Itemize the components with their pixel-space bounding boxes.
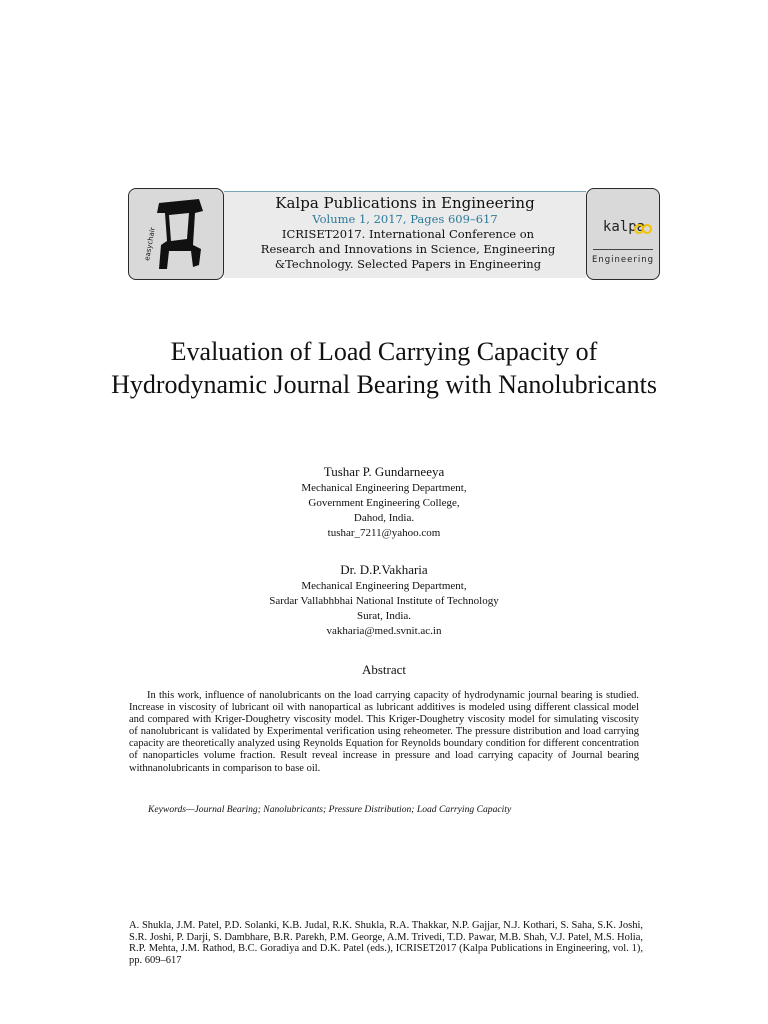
logo-divider [593,249,653,250]
abstract-heading: Abstract [361,662,407,677]
author-block [100,561,668,639]
citation-footer: A. Shukla, J.M. Patel, P.D. Solanki, K.B. Judal, R.K. Shukla, R.A. Thakkar, N.P. Gajjar, N.J. Kothari, S. Saha, S.K. Joshi, S.R. Joshi, P. Darji, S. Dambhare, B.R. Parekh, P.M. George, A.M. Trivedi, T.D. Pawar, M.B. Shah, V.J. Patel, M.S. Holia, R.P. Mehta, J.M. Rathod, B.C. Goradiya and D.K. Patel (eds.), ICRISET2017 (Kalpa Publications in Engineering, vol. 1), pp. 609–617 [129,920,644,967]
author-location: Dahod, India. [353,512,415,524]
kalpa-logo [586,188,660,280]
author-block [100,463,668,541]
author-department: Mechanical Engineering Department, [301,580,467,592]
author-name: Tushar P. Gundarneeya [323,464,445,479]
abstract-text: In this work, influence of nanolubricants on the load carrying capacity of hydrodynamic journal bearing is studied. Increase in viscosity of lubricant oil with nanopartical as lubricant additives is modeled using different classical model and compared with Kriger-Doughetry viscosity model. This Kriger-Doughetry viscosity model for simulating viscosity of nanolubricant is validated by Experimental verification using reheometer. The pressure distribution and load carrying capacity are theoretically analyzed using Reynolds Equation for Reynolds boundary condition for different concentration of nanoparticles volume fraction. Result reveal increase in pressure and load carrying capacity of Journal bearing withnanolubricants in comparison to base oil. [129,690,639,774]
publication-title: Kalpa Publications in Engineering [275,194,535,212]
svg-text:easychair: easychair [143,226,157,262]
author-institution: Government Engineering College, [308,497,460,509]
paper-title: Evaluation of Load Carrying Capacity of Hydrodynamic Journal Bearing with Nanolubricants [111,337,657,399]
author-name: Dr. D.P.Vakharia [340,562,428,577]
publication-volume: Volume 1, 2017, Pages 609–617 [312,212,498,226]
kalpa-subtitle: Engineering [592,255,654,265]
author-department: Mechanical Engineering Department, [301,482,467,494]
author-location: Surat, India. [356,610,412,622]
author-institution: Sardar Vallabhbhai National Institute of Technology [269,595,499,607]
kalpa-wordmark: kalpa [602,219,646,235]
keywords: Keywords—Journal Bearing; Nanolubricants; Pressure Distribution; Load Carrying Capacity [148,804,512,815]
conference-name: ICRISET2017. International Conference on Research and Innovations in Science, Engineering &Technology. Selected Papers in Engineering [260,227,556,271]
chair-logo-icon [129,189,223,279]
easychair-logo [128,188,224,280]
publication-header [128,188,660,280]
author-email[interactable]: tushar_7211@yahoo.com [327,527,441,539]
author-email[interactable]: vakharia@med.svnit.ac.in [326,625,442,637]
kalpa-accent-icon [633,223,653,235]
